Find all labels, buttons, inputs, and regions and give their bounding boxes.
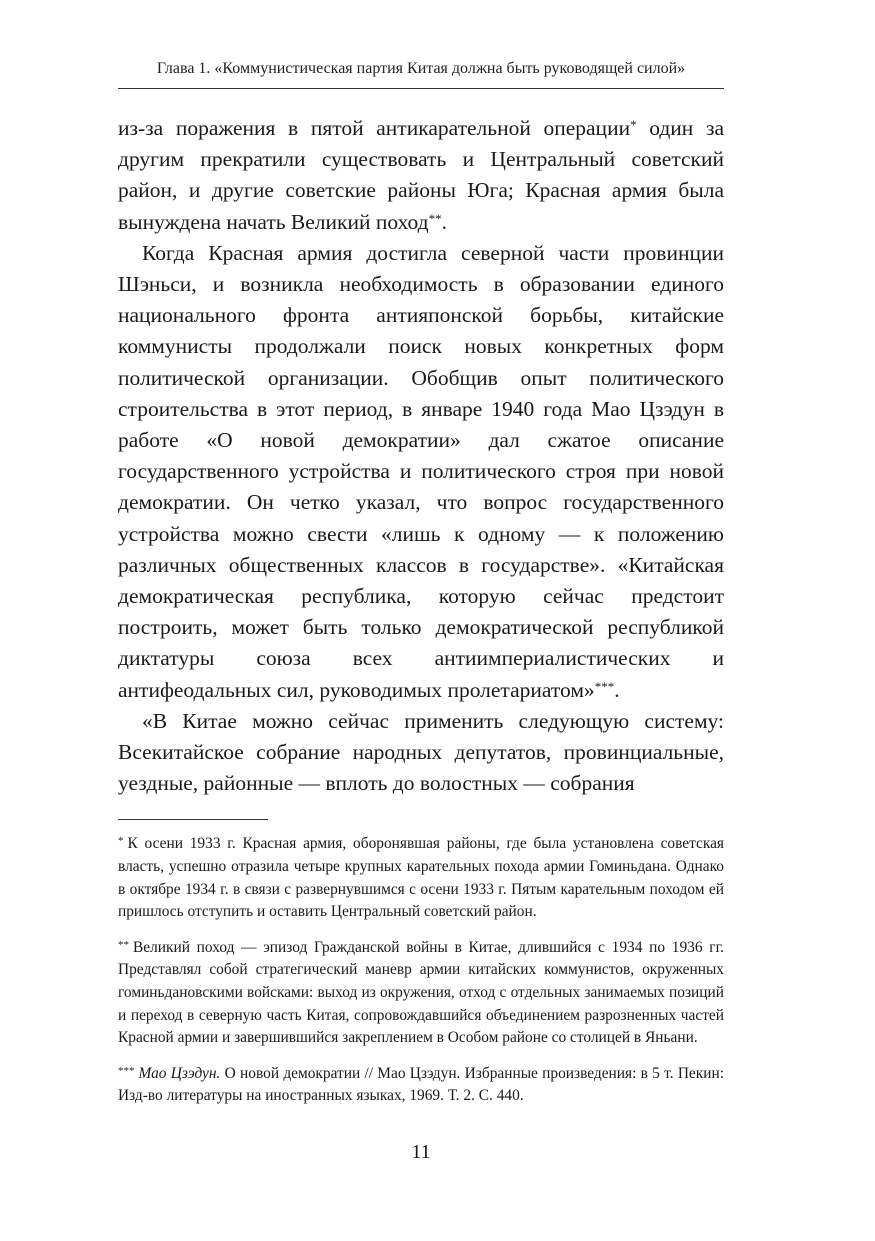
footnote-divider <box>118 819 268 820</box>
footnote-1-mark: * <box>118 835 124 848</box>
paragraph-2-end: . <box>614 677 620 702</box>
footnote-2-text: Великий поход — эпизод Гражданской войны в Китае, длившийся с 1934 по 1936 гг. Представлял собой стратегический маневр армии китайских коммунистов, окруженных гоминьдановскими войсками: выход из окружения, отход с отдельных занимаемых позиций и переход в северную часть Китая, сопровождавшийся объединением разрозненных частей Красной армии и завершившийся закреплением в Особом районе со столицей в Яньани. <box>118 938 724 1047</box>
footnote-ref-3: *** <box>594 678 615 694</box>
paragraph-3 <box>118 706 724 800</box>
paragraph-2-text: Когда Красная армия достигла северной части провинции Шэньси, и возникла необходимость в образовании единого национального фронта антияпонской борьбы, китайские коммунисты продолжали поиск новых конкретных форм политической организации. Обобщив опыт политического строительства в этот период, в январе 1940 года Мао Цзэдун в работе «О новой демократии» дал сжатое описание государственного устройства и политического строя при новой демократии. Он четко указал, что вопрос государственного устройства можно свести «лишь к одному — к положению различных общественных классов в государстве». «Китайская демократическая республика, которую сейчас предстоит построить, может быть только демократической республикой диктатуры союза всех антиимпериалистических и антифеодальных сил, руководимых пролетариатом» <box>118 240 724 702</box>
footnote-3-mark: *** <box>118 1064 135 1077</box>
paragraph-1 <box>118 113 724 238</box>
footnote-3-text: О новой демократии // Мао Цзэдун. Избранные произведения: в 5 т. Пекин: Изд-во литературы на иностранных языках, 1969. Т. 2. С. 440. <box>118 1064 724 1105</box>
footnote-2 <box>118 934 724 1050</box>
footnotes <box>118 830 724 1108</box>
paragraph-1-tail: один за другим прекратили существовать и Центральный советский район, и другие советские районы Юга; Красная армия была вынуждена начать Великий поход <box>118 116 724 234</box>
paragraph-3-text: «В Китае можно сейчас применить следующую систему: Всекитайское собрание народных депутатов, провинциальные, уездные, районные — вплоть до волостных — собрания <box>118 708 724 796</box>
footnote-ref-1: * <box>630 117 637 132</box>
running-head: Глава 1. «Коммунистическая партия Китая должна быть руководящей силой» <box>118 58 724 89</box>
main-text <box>118 113 724 799</box>
footnote-1-text: К осени 1933 г. Красная армия, оборонявшая районы, где была установлена советская власть, успешно отразила четыре крупных карательных похода армии Гоминьдана. Однако в октябре 1934 г. в связи с развернувшимся с осени 1933 г. Пятым карательным походом ей пришлось отступить и оставить Центральный советский район. <box>118 835 724 921</box>
paragraph-1-end: . <box>441 209 447 234</box>
page-number: 11 <box>411 1141 431 1163</box>
book-page <box>118 58 724 1118</box>
footnote-1 <box>118 830 724 923</box>
paragraph-1-text: из-за поражения в пятой антикарательной операции <box>118 116 631 140</box>
footnote-3 <box>118 1060 724 1108</box>
footnote-3-author: Мао Цзэдун. <box>138 1064 221 1082</box>
footnote-2-mark: ** <box>118 938 129 951</box>
footnote-ref-2: ** <box>428 210 442 226</box>
paragraph-2 <box>118 238 724 706</box>
